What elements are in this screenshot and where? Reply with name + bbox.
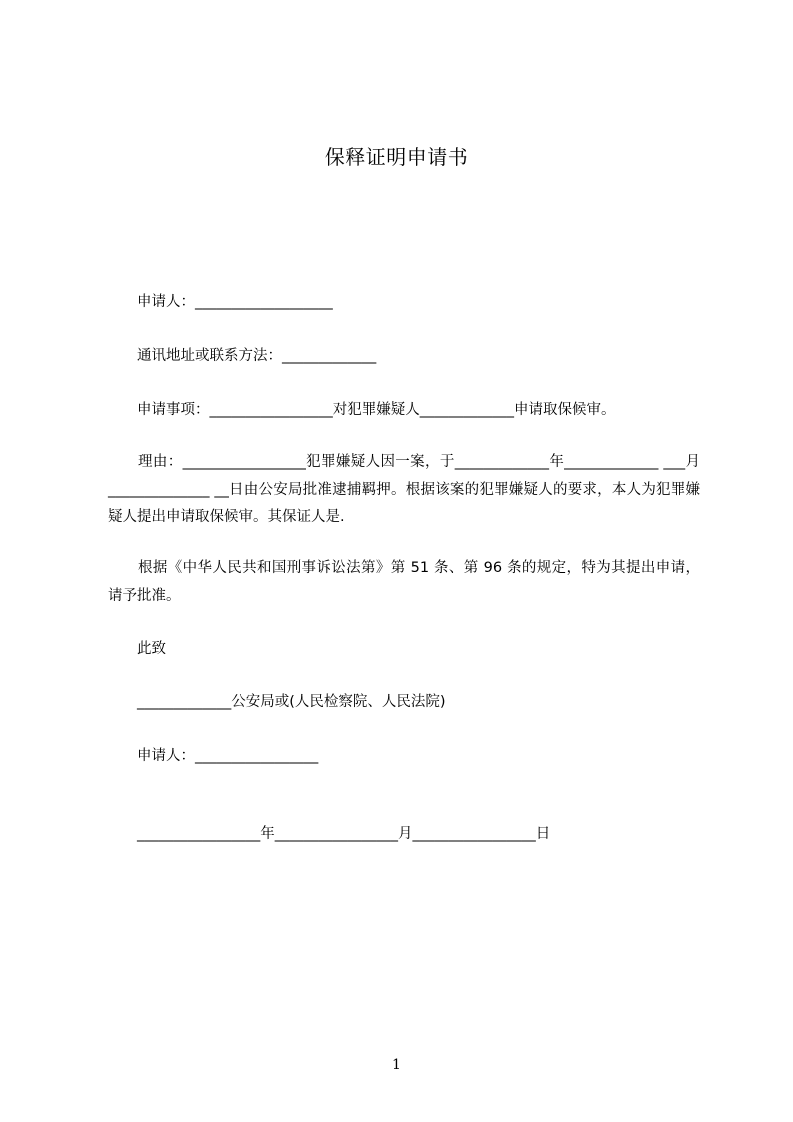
contact-line: 通讯地址或联系方法：_____________	[137, 348, 377, 364]
date-line: _________________年_________________月_________________日	[137, 826, 551, 842]
page-number: 1	[392, 1057, 401, 1073]
reason-paragraph: 理由：_________________犯罪嫌疑人因一案，于_____________年_____________ ___月______________ __日由公安局批准逮捕羁押。根据该案的犯罪嫌疑人的要求，本人为犯罪嫌疑人提出申请取保候审。其保证人是.	[108, 454, 700, 525]
basis-paragraph: 根据《中华人民共和国刑事诉讼法第》第 51 条、第 96 条的规定，特为其提出申请，请予批准。	[108, 560, 700, 604]
salutation: 此致	[137, 641, 166, 657]
recipient-line: _____________公安局或(人民检察院、人民法院)	[137, 694, 446, 710]
signature-line: 申请人：_________________	[137, 748, 319, 764]
applicant-line: 申请人：___________________	[137, 294, 333, 310]
document-title: 保释证明申请书	[324, 145, 469, 169]
matter-line: 申请事项：_________________对犯罪嫌疑人_____________申请取保候审。	[137, 402, 616, 418]
